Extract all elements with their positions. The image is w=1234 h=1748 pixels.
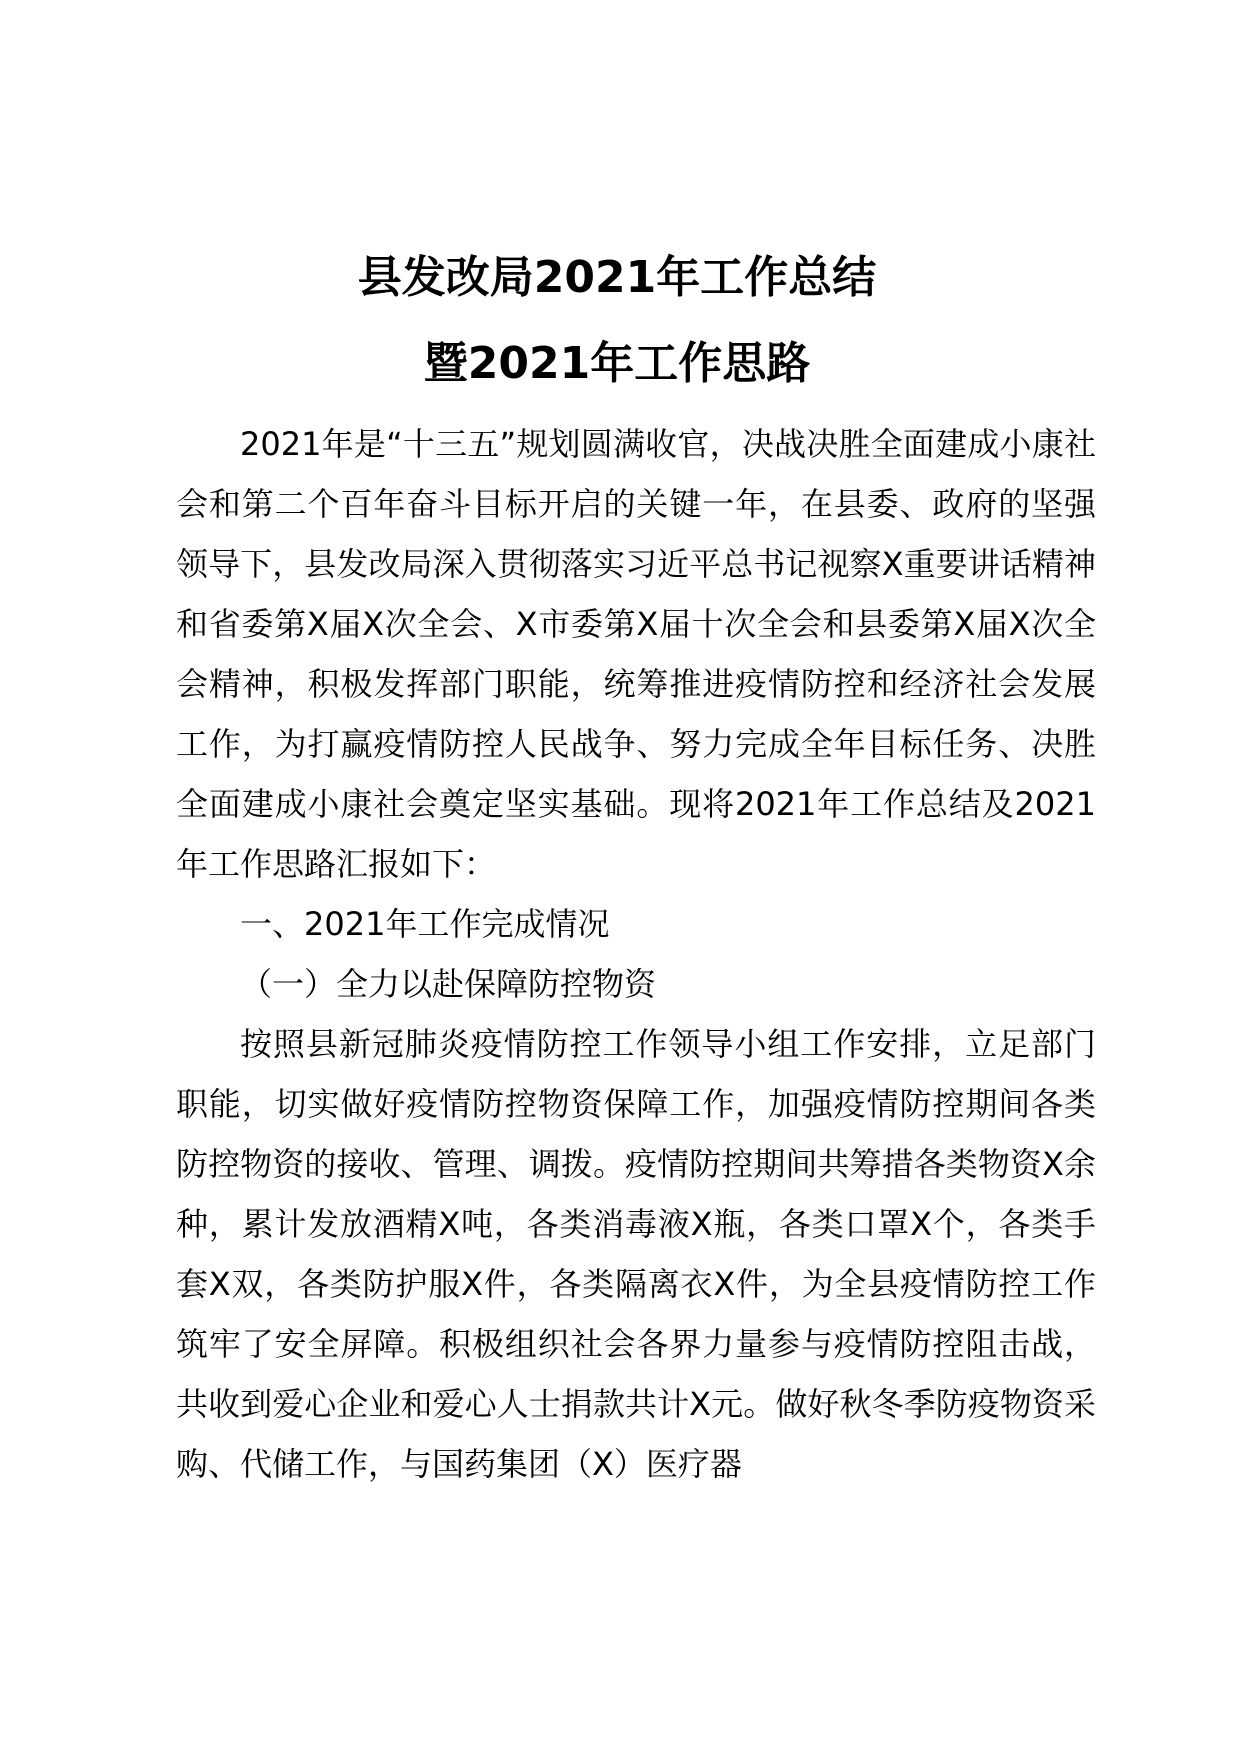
- document-title: [0, 248, 1234, 420]
- subsection-heading: （一）全力以赴保障防控物资: [240, 965, 657, 1003]
- title-line-1: 县发改局2021年工作总结: [357, 252, 877, 303]
- subsection-paragraph: 按照县新冠肺炎疫情防控工作领导小组工作安排，立足部门职能，切实做好疫情防控物资保障工作，加强疫情防控期间各类防控物资的接收、管理、调拨。疫情防控期间共筹措各类物资X余种，累计发放酒精X吨，各类消毒液X瓶，各类口罩X个，各类手套X双，各类防护服X件，各类隔离衣X件，为全县疫情防控工作筑牢了安全屏障。积极组织社会各界力量参与疫情防控阻击战，共收到爱心企业和爱心人士捐款共计X元。做好秋冬季防疫物资采购、代储工作，与国药集团（X）医疗器: [176, 1025, 1096, 1483]
- section-heading: 一、2021年工作完成情况: [240, 905, 610, 943]
- intro-paragraph: 2021年是“十三五”规划圆满收官，决战决胜全面建成小康社会和第二个百年奋斗目标开启的关键一年，在县委、政府的坚强领导下，县发改局深入贯彻落实习近平总书记视察X重要讲话精神和省委第X届X次全会、X市委第X届十次全会和县委第X届X次全会精神，积极发挥部门职能，统筹推进疫情防控和经济社会发展工作，为打赢疫情防控人民战争、努力完成全年目标任务、决胜全面建成小康社会奠定坚实基础。现将2021年工作总结及2021年工作思路汇报如下：: [176, 425, 1096, 883]
- title-line-2: 暨2021年工作思路: [423, 338, 811, 389]
- document-body: [176, 414, 1096, 1494]
